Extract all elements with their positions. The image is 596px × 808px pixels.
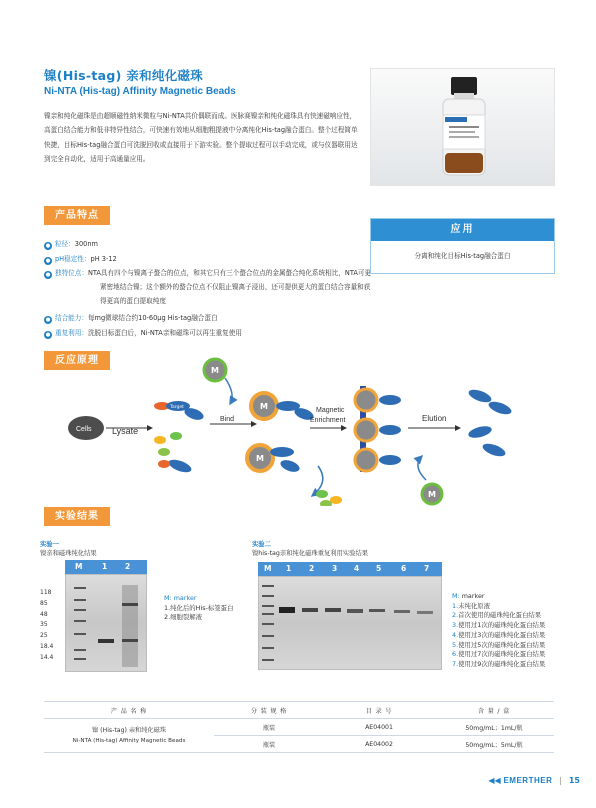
application-heading: 应用 — [371, 219, 554, 241]
page-number: 15 — [568, 776, 580, 785]
amount-cell: 50mg/mL；1mL/瓶 — [434, 719, 554, 736]
feature-value: 300nm — [74, 240, 98, 248]
catalog-cell: AE04001 — [324, 719, 434, 736]
amount-cell: 50mg/mL；5mL/瓶 — [434, 736, 554, 753]
product-intro: 镍亲和纯化磁珠是由超顺磁性纳米微粒与Ni-NTA共价偶联而成。医脉赛镍亲和纯化磁珠具有快速磁响应性，高蛋白结合能力和低非特异性结合，可快速有效地从细胞粗提液中分离纯化His-tag融合蛋白。整个过程简单快捷，目标His-tag融合蛋白可洗脱回收或直接用于下游实验。整个提取过程可以手动完成，或与仪器联用达到完全自动化，适用于高通量应用。 — [44, 112, 358, 164]
product-title: 镍(His-tag) 亲和纯化磁珠 — [44, 68, 204, 83]
svg-text:M: M — [428, 490, 436, 499]
feature-value: pH 3-12 — [90, 255, 117, 263]
feature-item — [44, 312, 374, 326]
spec-cell: 瓶装 — [214, 719, 324, 736]
bullet-icon: ● — [45, 332, 51, 338]
application-text: 分离和纯化目标His-tag融合蛋白 — [414, 252, 511, 260]
table-header-row — [44, 702, 554, 719]
feature-key: 独特位点： — [55, 269, 88, 277]
exp2-title: 实验二 — [252, 541, 271, 548]
feature-item — [44, 327, 374, 341]
col-header: 分 装 规 格 — [214, 702, 324, 719]
svg-text:M: M — [256, 454, 264, 463]
principle-heading: 反应原理 — [44, 351, 110, 370]
feature-value: 洗脱目标蛋白后，Ni-NTA亲和磁珠可以再生重复使用 — [87, 329, 242, 337]
exp1-legend: M: marker 1.纯化后的His-标签蛋白 2.细胞裂解液 — [164, 594, 234, 622]
feature-key: pH稳定性： — [55, 255, 91, 263]
product-name-cell: 镍 (His-tag) 亲和纯化磁珠 Ni-NTA (His-tag) Affinity Magnetic Beads — [44, 719, 214, 753]
order-table — [44, 701, 554, 753]
col-header: 产 品 名 称 — [44, 702, 214, 719]
col-header: 目 录 号 — [324, 702, 434, 719]
footer-divider: | — [559, 776, 563, 785]
bottle-image — [371, 69, 556, 187]
catalog-cell: AE04002 — [324, 736, 434, 753]
magnetic-label: Magnetic — [316, 407, 345, 414]
gel-1-lanes: M 1 2 — [65, 560, 147, 574]
results-heading: 实验结果 — [44, 507, 110, 526]
lysate-label: Lysate — [112, 426, 139, 436]
bullet-icon: ● — [45, 317, 51, 323]
feature-value: 每mg微球结合约10-60μg His-tag融合蛋白 — [87, 314, 218, 322]
exp1-title: 实验一 — [40, 541, 59, 548]
exp2-legend: M: marker 1.未纯化原液 2.首次使用的磁珠纯化蛋白结果 3.使用过1次的磁珠纯化蛋白结果 4.使用过3次的磁珠纯化蛋白结果 5.使用过5次的磁珠纯化蛋白结果 6.使用过7次的磁珠纯化蛋白结果 7.使用过9次的磁珠纯化蛋白结果 — [452, 592, 546, 668]
gel-1 — [40, 560, 150, 672]
gel-2 — [258, 562, 442, 670]
feature-item — [44, 238, 374, 252]
exp2-subtitle: 镍his-tag亲和纯化磁珠重复利用实验结果 — [252, 550, 369, 557]
bind-label: Bind — [220, 416, 235, 423]
spec-cell: 瓶装 — [214, 736, 324, 753]
application-box — [370, 218, 555, 274]
page-footer — [488, 776, 580, 785]
gel-2-image — [258, 576, 442, 670]
brand-name: EMERTHER — [503, 776, 553, 785]
enrichment-label: Enrichment — [310, 417, 346, 424]
gel-1-image — [65, 574, 147, 672]
elution-label: Elution — [422, 414, 447, 423]
feature-key: 重复利用： — [55, 329, 88, 337]
col-header: 含 量 / 盒 — [434, 702, 554, 719]
feature-item — [44, 253, 374, 267]
feature-key: 粒径： — [55, 240, 75, 248]
svg-text:M: M — [211, 366, 219, 375]
features-heading: 产品特点 — [44, 206, 110, 225]
feature-key: 结合能力： — [55, 314, 88, 322]
reaction-diagram — [60, 356, 540, 506]
product-subtitle: Ni-NTA (His-tag) Affinity Magnetic Beads — [44, 86, 236, 97]
product-photo — [370, 68, 555, 186]
bullet-icon: ● — [45, 272, 51, 278]
exp1-subtitle: 镍亲和磁珠纯化结果 — [40, 550, 97, 557]
gel-1-markers: 118 85 48 35 25 18.4 14.4 — [40, 589, 54, 661]
bullet-icon: ● — [45, 243, 51, 249]
target-label: Target — [170, 405, 184, 410]
feature-item — [44, 267, 374, 308]
table-row — [44, 719, 554, 736]
gel-2-lanes: M 1 2 3 4 5 6 7 — [258, 562, 442, 576]
double-arrow-icon: ◀◀ — [488, 776, 501, 785]
cells-label: Cells — [76, 426, 92, 433]
feature-value: NTA具有四个与镍离子螯合的位点，和其它只有三个螯合位点的金属螯合纯化系统相比，NTA可更紧密地结合镍；这个额外的螯合位点不仅阻止镍离子浸出，还可提供更大的蛋白结合容量和获得更高的蛋白提取纯度 — [87, 269, 372, 305]
bullet-icon: ● — [45, 258, 51, 264]
svg-text:M: M — [260, 402, 268, 411]
